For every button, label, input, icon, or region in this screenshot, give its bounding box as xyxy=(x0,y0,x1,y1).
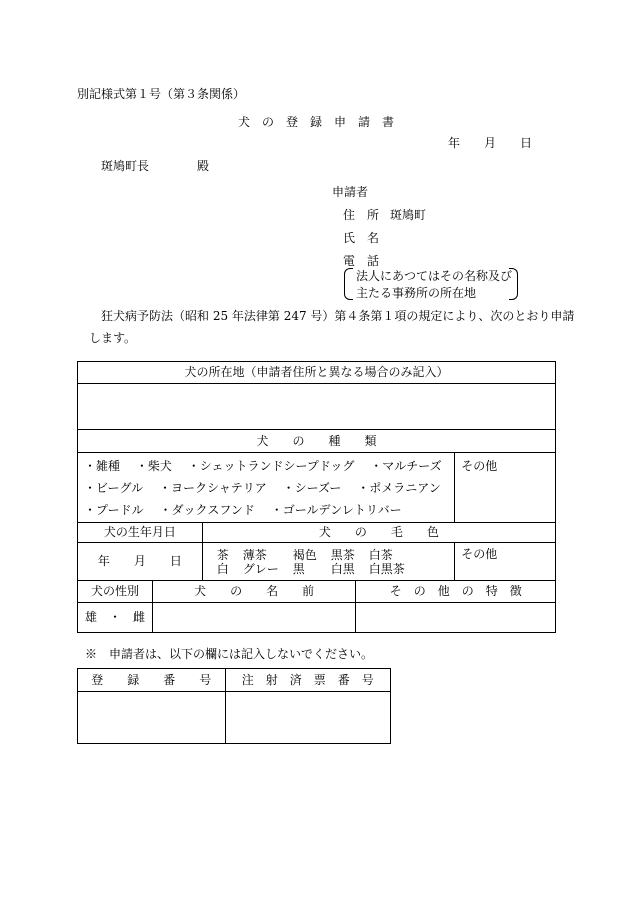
office-use-notice: ※ 申請者は、以下の欄には記入しないでください。 xyxy=(85,647,374,661)
applicant-note-line1: 法人にあつてはその名称及び xyxy=(356,269,513,283)
vaccine-tag-number-header: 注 射 済 票 番 号 xyxy=(225,669,390,692)
vaccine-tag-number-cell xyxy=(225,692,390,744)
body-text-line2: します。 xyxy=(89,331,137,345)
features-header: そ の 他 の 特 徴 xyxy=(356,581,556,603)
breed-row-1 xyxy=(84,455,454,477)
breed-sheltie[interactable]: ・シェットランドシープドッグ xyxy=(187,458,355,473)
date-line: 年 月 日 xyxy=(448,136,533,150)
color-white-black-brown[interactable]: 白黒茶 xyxy=(368,561,405,576)
color-white-brown[interactable]: 白茶 xyxy=(368,547,393,562)
dog-name-header: 犬 の 名 前 xyxy=(152,581,356,603)
coat-color-grid xyxy=(217,548,419,576)
sex-header: 犬の性別 xyxy=(78,581,153,603)
office-use-table xyxy=(77,668,391,744)
breed-golden-retriever[interactable]: ・ゴールデンレトリバー xyxy=(270,502,402,517)
color-brown[interactable]: 茶 xyxy=(216,547,229,562)
breed-pomeranian[interactable]: ・ポメラニアン xyxy=(357,480,441,495)
dog-name-input[interactable] xyxy=(152,603,356,633)
application-form xyxy=(77,361,556,633)
left-bracket xyxy=(344,268,353,300)
coat-other[interactable]: その他 xyxy=(455,543,556,581)
form-title: 犬 の 登 録 申 請 書 xyxy=(238,115,395,129)
color-white-black[interactable]: 白黒 xyxy=(330,561,355,576)
addressee: 斑鳩町長 殿 xyxy=(101,159,210,173)
address-value: 斑鳩町 xyxy=(390,208,427,222)
breed-options[interactable] xyxy=(78,453,455,523)
color-light-brown[interactable]: 薄茶 xyxy=(242,547,267,562)
features-input[interactable] xyxy=(356,603,556,633)
breed-dachshund[interactable]: ・ダックスフンド xyxy=(159,502,255,517)
breed-header: 犬 の 種 類 xyxy=(78,430,556,453)
applicant-heading: 申請者 xyxy=(332,185,369,199)
birth-input[interactable]: 年 月 日 xyxy=(78,543,203,581)
location-header: 犬の所在地（申請者住所と異なる場合のみ記入） xyxy=(78,362,556,384)
phone-label: 電 話 xyxy=(343,254,380,268)
breed-other[interactable]: その他 xyxy=(455,453,556,523)
breed-yorkshire[interactable]: ・ヨークシャテリア xyxy=(159,480,267,495)
registration-number-cell xyxy=(78,692,226,744)
birth-header: 犬の生年月日 xyxy=(78,523,203,543)
color-tan[interactable]: 褐色 xyxy=(292,547,317,562)
breed-row-2 xyxy=(84,477,454,499)
name-label: 氏 名 xyxy=(343,231,380,245)
location-input[interactable] xyxy=(78,384,556,430)
body-text-line1: 狂犬病予防法（昭和 25 年法律第 247 号）第４条第１項の規定により、次のとおり申請 xyxy=(101,309,575,323)
color-black-tan[interactable]: 黒茶 xyxy=(330,547,355,562)
breed-beagle[interactable]: ・ビーグル xyxy=(84,480,144,495)
sex-options[interactable]: 雄 ・ 雌 xyxy=(78,603,153,633)
coat-header: 犬 の 毛 色 xyxy=(202,523,555,543)
breed-poodle[interactable]: ・プードル xyxy=(84,502,144,517)
breed-row-3 xyxy=(84,499,454,521)
breed-mixed[interactable]: ・雑種 xyxy=(84,458,121,473)
color-black[interactable]: 黒 xyxy=(292,561,305,576)
coat-options[interactable] xyxy=(202,543,455,581)
breed-shiba[interactable]: ・柴犬 xyxy=(135,458,172,473)
color-gray[interactable]: グレー xyxy=(242,561,279,576)
form-id: 別記様式第１号（第３条関係） xyxy=(77,87,246,101)
address-label: 住 所 xyxy=(343,208,380,222)
breed-shihtzu[interactable]: ・シーズー xyxy=(282,480,342,495)
applicant-note-line2: 主たる事務所の所在地 xyxy=(356,286,477,300)
registration-number-header: 登 録 番 号 xyxy=(78,669,226,692)
right-bracket xyxy=(509,268,518,300)
breed-maltese[interactable]: ・マルチーズ xyxy=(370,458,442,473)
color-white[interactable]: 白 xyxy=(216,561,229,576)
